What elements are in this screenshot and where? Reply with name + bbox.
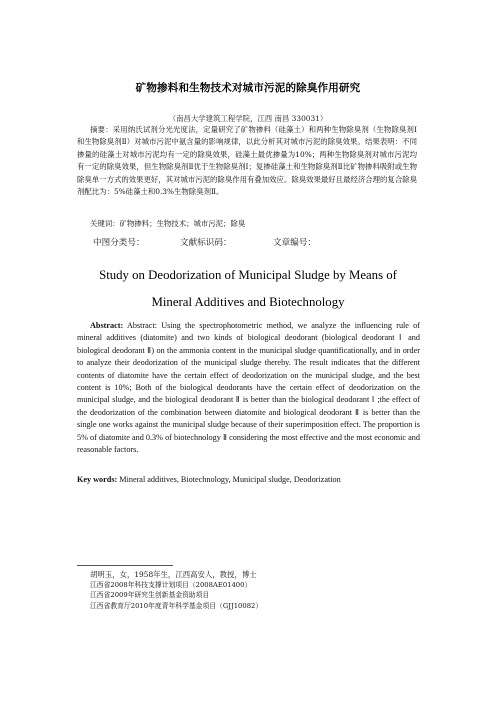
english-abstract-text: Abstract: Using the spectrophotometric method, we analyze the influencing rule of mineral additives (diatomite) and two kinds of biological deodorant (biological deodorant Ⅰ and biological deodorant Ⅱ) on the ammonia content in the municipal sludge quantificationally, and in order to analyze their deodorization of the municipal sludge thereby. The result indicates that the different contents of diatomite have the certain effect of deodorization on the municipal sludge, and the best content is 10%; Both of the biological deodorants have the certain effect of deodorization on the municipal sludge, and the biological deodorant Ⅱ is better than the biological deodorant Ⅰ ;the effect of the deodorization of the combination between diatomite and biological deodorant Ⅱ is better than the single one works against the municipal sludge because of their superimposition effect. The proportion is 5% of diatomite and 0.3% of biotechnology Ⅱ considering the most effective and the most economic and reasonable factors. (77, 321, 420, 455)
chinese-title: 矿物掺料和生物技术对城市污泥的除臭作用研究 (135, 82, 361, 94)
footnote-fund-2: 江西省2009年研究生创新基金资助项目 (90, 591, 210, 600)
chinese-keywords: 关键词：矿物掺料；生物技术；城市污泥；除臭 (90, 219, 246, 228)
english-title-line-2: Mineral Additives and Biotechnology (151, 295, 345, 309)
english-keywords-text: Mineral additives, Biotechnology, Municipal sludge, Deodorization (119, 475, 341, 484)
footnote-fund-1: 江西省2008年科技支撑计划项目（2008AE01400） (90, 581, 252, 589)
chinese-abstract-text: 摘要：采用纳氏试剂分光光度法，定量研究了矿物掺料（硅藻土）和两种生物除臭剂（生物除臭剂Ⅰ和生物除臭剂Ⅱ）对城市污泥中氨含量的影响规律，以此分析其对城市污泥的除臭效果。结果表明：不同掺量的硅藻土对城市污泥均有一定的除臭效果，硅藻土最优掺量为10%；两种生物除臭剂对城市污泥均有一定的除臭效果，但生物除臭剂Ⅱ优于生物除臭剂Ⅰ；复掺硅藻土和生物除臭剂Ⅱ比矿物掺料吸附或生物除臭单一方式的效果更好，其对城市污泥的除臭作用有叠加效应。除臭效果最好且最经济合理的复合除臭剂配比为：5%硅藻土和0.3%生物除臭剂Ⅱ。 (77, 125, 417, 197)
english-keywords (77, 475, 420, 484)
article-number-label: 文章编号： (273, 238, 316, 248)
english-abstract (77, 320, 420, 456)
footnote-author: 胡明玉，女，1958年生，江西高安人，教授，博士 (90, 570, 257, 579)
chinese-abstract (77, 124, 417, 198)
english-abstract-label: Abstract: (90, 321, 124, 330)
english-keywords-label: Key words: (77, 475, 118, 484)
clc-number-label: 中图分类号： (93, 238, 145, 248)
footnote-divider (77, 565, 173, 566)
affiliation: （南昌大学建筑工程学院，江西 南昌 330031） (168, 114, 328, 123)
english-title-line-1: Study on Deodorization of Municipal Sludge by Means of (99, 268, 397, 282)
document-code-label: 文献标识码： (180, 238, 232, 248)
footnote-fund-3: 江西省教育厅2010年度青年科学基金项目（GJJ10082） (90, 601, 263, 610)
footnotes (90, 569, 420, 611)
